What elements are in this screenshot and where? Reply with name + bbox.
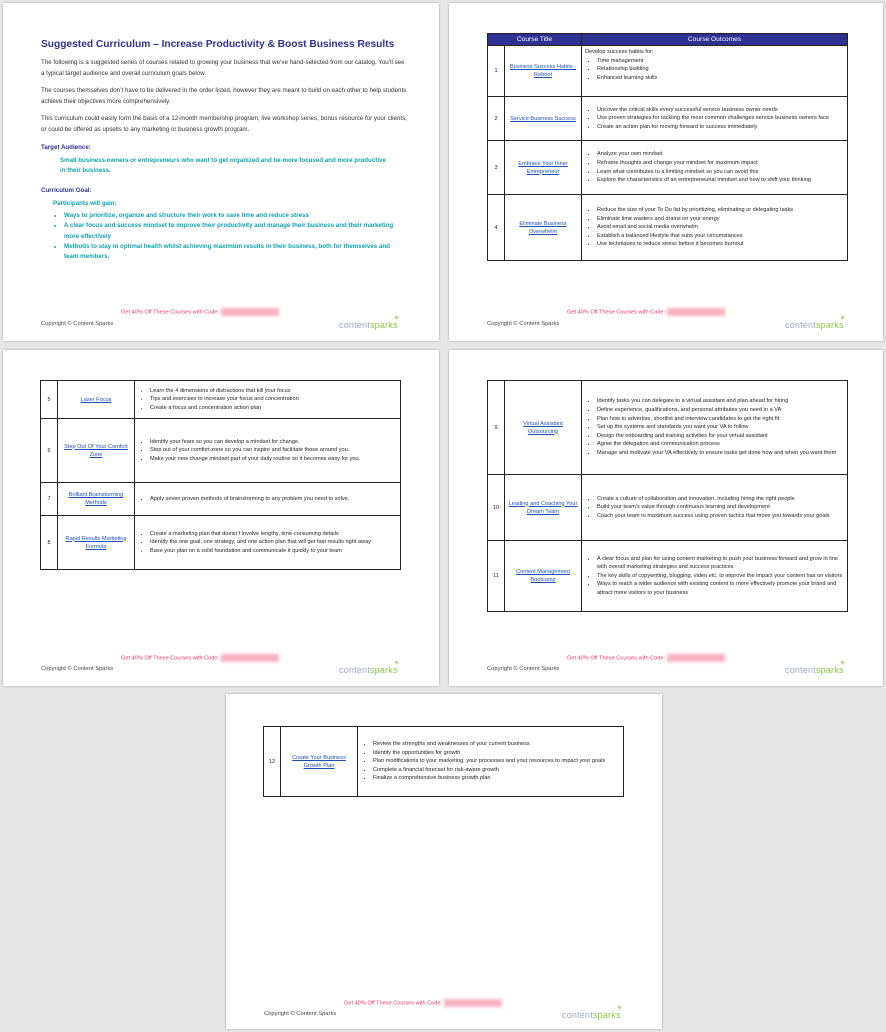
outcome-item: • Reduce the size of your To Do list by prioritizing, eliminating or delegating tasks bbox=[597, 206, 844, 215]
outcome-item: • Make your new change mindset part of your daily routine so it becomes easy for you. bbox=[150, 455, 397, 464]
outcome-item: • Analyze your own mindset bbox=[597, 150, 844, 159]
outcome-item: • Create a culture of collaboration and innovation, including hiring the right people bbox=[597, 495, 844, 504]
outcome-item: • A clear focus and plan for using content marketing to push your business forward and grow in line with overall marketing strategies and success practices bbox=[597, 555, 844, 572]
outcome-item: • Eliminate time wasters and drains on your energy bbox=[597, 215, 844, 224]
row-number: 10 bbox=[488, 475, 505, 541]
content-sparks-logo: contentsparks ✳ bbox=[339, 660, 400, 675]
table-row bbox=[41, 483, 401, 516]
page-3 bbox=[3, 350, 439, 686]
row-number: 7 bbox=[41, 483, 58, 516]
outcome-item: • Create an action plan for moving forward to success immediately bbox=[597, 123, 844, 132]
intro-paragraph-1: The following is a suggested series of courses related to growing your business that we’ve hand-selected from our catalog. You’ll see a typical target audience and overall curriculum goals below. bbox=[41, 59, 405, 77]
row-number: 9 bbox=[488, 381, 505, 475]
outcome-item: • Enhanced learning skills bbox=[597, 74, 844, 83]
course-link[interactable]: Step Out Of Your Comfort Zone bbox=[64, 443, 128, 458]
copyright: Copyright © Content Sparks bbox=[41, 321, 114, 327]
outcome-item: • Design the onboarding and training activities for your virtual assistant bbox=[597, 432, 844, 441]
redacted-code bbox=[221, 654, 279, 662]
outcome-item: • Complete a financial forecast for risk-aware growth bbox=[373, 766, 620, 775]
outcome-item: • Uncover the critical skills every successful service business owner needs bbox=[597, 106, 844, 115]
course-link[interactable]: Brilliant Brainstorming Methods bbox=[68, 492, 124, 506]
offer-footer: Get 40% Off These Courses with Code: bbox=[567, 308, 725, 316]
row-number: 4 bbox=[488, 195, 505, 261]
page-2 bbox=[449, 3, 883, 341]
redacted-code bbox=[444, 999, 502, 1007]
gains-list bbox=[53, 211, 398, 262]
outcome-item: • Explore the characteristics of an entrepreneurial mindset and how to shift your thinking bbox=[597, 176, 844, 185]
redacted-code bbox=[667, 654, 725, 662]
target-audience-text: Small business owners or entrepreneurs who want to get organized and be more focused and more productive in their business. bbox=[60, 157, 386, 175]
copyright: Copyright © Content Sparks bbox=[41, 666, 114, 672]
table-row bbox=[41, 381, 401, 419]
course-link[interactable]: Embrace Your Inner Entrepreneur bbox=[518, 160, 568, 175]
row-number: 12 bbox=[264, 727, 281, 797]
outcome-item: • Plan how to advertise, shortlist and interview candidates to get the right fit bbox=[597, 415, 844, 424]
table-row bbox=[488, 46, 848, 97]
offer-footer: Get 40% Off These Courses with Code: bbox=[344, 999, 502, 1007]
content-sparks-logo: contentsparks ✳ bbox=[785, 315, 846, 330]
course-table bbox=[487, 33, 848, 261]
outcome-item: • Reframe thoughts and change your mindset for maximum impact bbox=[597, 159, 844, 168]
outcome-item: • Time management bbox=[597, 57, 844, 66]
gain-item: • Methods to stay in optimal health whilst achieving maximum results in their business, both for themselves and team members. bbox=[64, 242, 398, 263]
outcome-item: • Identify the opportunities for growth bbox=[373, 749, 620, 758]
table-row bbox=[488, 541, 848, 612]
outcomes-lead: Develop success habits for: bbox=[585, 49, 654, 55]
outcome-item: • Learn what contributes to a limiting mindset so you can avoid this bbox=[597, 168, 844, 177]
outcome-item: • The key skills of copywriting, blogging, video etc. to improve the impact your content has on visitors bbox=[597, 572, 844, 581]
page-5 bbox=[226, 694, 662, 1029]
gain-item: • Ways to prioritize, organize and structure their work to save time and reduce stress bbox=[64, 211, 398, 221]
course-table bbox=[487, 380, 848, 612]
outcome-item: • Use techniques to reduce stress before it becomes burnout bbox=[597, 240, 844, 249]
course-link[interactable]: Leading and Coaching Your Dream Team bbox=[508, 500, 578, 515]
outcome-item: • Identify tasks you can delegate to a virtual assistant and plan ahead for hiring bbox=[597, 397, 844, 406]
table-row bbox=[488, 195, 848, 261]
course-link[interactable]: Content Management Bootcamp bbox=[516, 569, 570, 583]
page-4 bbox=[449, 350, 883, 686]
page-title: Suggested Curriculum – Increase Productivity & Boost Business Results bbox=[41, 39, 395, 50]
table-row bbox=[488, 381, 848, 475]
row-number: 3 bbox=[488, 141, 505, 195]
course-table bbox=[40, 380, 401, 570]
outcome-item: • Ways to reach a wider audience with existing content to more effectively promote your brand and attract more visitors to your business bbox=[597, 580, 844, 597]
outcome-item: • Avoid email and social media overwhelm bbox=[597, 223, 844, 232]
offer-footer: Get 40% Off These Courses with Code: bbox=[121, 654, 279, 662]
outcome-item: • Manage and motivate your VA effectively to ensure tasks get done how and when you want them bbox=[597, 449, 844, 458]
table-row bbox=[41, 419, 401, 483]
outcome-item: • Use proven strategies for tackling the most common challenges service business owners face bbox=[597, 114, 844, 123]
course-table bbox=[263, 726, 624, 797]
course-link[interactable]: Rapid Results Marketing Formula bbox=[65, 535, 127, 550]
row-number: 6 bbox=[41, 419, 58, 483]
outcome-item: • Define experience, qualifications, and personal attributes you need in a VA bbox=[597, 406, 844, 415]
course-link[interactable]: Create Your Business Growth Plan bbox=[292, 754, 346, 769]
copyright: Copyright © Content Sparks bbox=[487, 666, 560, 672]
page-1 bbox=[3, 3, 439, 341]
redacted-code bbox=[667, 308, 725, 316]
outcome-item: • Base your plan on a solid foundation and communicate it quickly to your team bbox=[150, 547, 397, 556]
col-course-outcomes: Course Outcomes bbox=[582, 34, 848, 46]
outcome-item: • Step out of your comfort zone so you can inspire and facilitate those around you. bbox=[150, 446, 397, 455]
intro-paragraph-2: The courses themselves don’t have to be delivered in the order listed, however they are meant to build on each other to help students achieve their objectives more comprehensively. bbox=[41, 87, 407, 105]
table-row bbox=[488, 475, 848, 541]
copyright: Copyright © Content Sparks bbox=[487, 321, 560, 327]
copyright: Copyright © Content Sparks bbox=[264, 1011, 337, 1017]
row-number: 5 bbox=[41, 381, 58, 419]
row-number: 11 bbox=[488, 541, 505, 612]
offer-footer: Get 40% Off These Courses with Code: bbox=[567, 654, 725, 662]
outcome-item: • Finalize a comprehensive business growth plan bbox=[373, 774, 620, 783]
course-link[interactable]: Eliminate Business Overwhelm bbox=[519, 220, 567, 235]
table-row bbox=[41, 516, 401, 570]
outcome-item: • Create a marketing plan that doesn’t involve lengthy, time-consuming details bbox=[150, 530, 397, 539]
course-link[interactable]: Service Business Success bbox=[510, 115, 576, 122]
table-row bbox=[488, 97, 848, 141]
outcome-item: • Coach your team to maximum success using proven tactics that move you towards your goals bbox=[597, 512, 844, 521]
course-link[interactable]: Business Success Habits - Reboot bbox=[509, 64, 577, 78]
course-link[interactable]: Virtual Assistant Outsourcing bbox=[523, 420, 563, 435]
outcome-item: • Apply seven proven methods of brainstorming to any problem you need to solve. bbox=[150, 495, 397, 504]
outcome-item: • Create a focus and concentration action plan bbox=[150, 404, 397, 413]
outcome-item: • Relationship building bbox=[597, 65, 844, 74]
outcome-item: • Set up the systems and standards you want your VA to follow bbox=[597, 423, 844, 432]
curriculum-goal-heading: Curriculum Goal: bbox=[41, 187, 92, 194]
outcome-item: • Tips and exercises to increase your focus and concentration bbox=[150, 395, 397, 404]
outcome-item: • Learn the 4 dimensions of distractions that kill your focus bbox=[150, 387, 397, 396]
offer-footer: Get 40% Off These Courses with Code: bbox=[121, 308, 279, 316]
table-row bbox=[264, 727, 624, 797]
outcome-item: • Plan modifications to your marketing, your processes and your resources to impact your goals bbox=[373, 757, 620, 766]
content-sparks-logo: contentsparks ✳ bbox=[339, 315, 400, 330]
intro-paragraph-3: This curriculum could easily form the basis of a 12-month membership program, live workshop series, bonus resource for your clients, or could be offered as upsells to any marketing or business growth program. bbox=[41, 115, 407, 133]
outcome-item: • Build your team’s value through continuous learning and development bbox=[597, 503, 844, 512]
outcome-item: • Establish a balanced lifestyle that suits your circumstances bbox=[597, 232, 844, 241]
row-number: 8 bbox=[41, 516, 58, 570]
outcome-item: • Identify your fears so you can develop a mindset for change. bbox=[150, 438, 397, 447]
outcome-item: • Identify the one goal, one strategy, and one action plan that will get fast results right away bbox=[150, 538, 397, 547]
col-course-title: Course Title bbox=[488, 34, 582, 46]
outcome-item: • Review the strengths and weaknesses of your current business bbox=[373, 740, 620, 749]
course-link[interactable]: Laser Focus bbox=[80, 396, 112, 403]
content-sparks-logo: contentsparks ✳ bbox=[562, 1005, 623, 1020]
outcome-item: • Agree the delegation and communication process bbox=[597, 440, 844, 449]
target-audience-heading: Target Audience: bbox=[41, 144, 91, 151]
row-number: 2 bbox=[488, 97, 505, 141]
redacted-code bbox=[221, 308, 279, 316]
participants-heading: Participants will gain: bbox=[53, 200, 117, 207]
row-number: 1 bbox=[488, 46, 505, 97]
gain-item: • A clear focus and success mindset to improve their productivity and manage their business and their marketing more effectively bbox=[64, 221, 398, 242]
table-row bbox=[488, 141, 848, 195]
content-sparks-logo: contentsparks ✳ bbox=[785, 660, 846, 675]
